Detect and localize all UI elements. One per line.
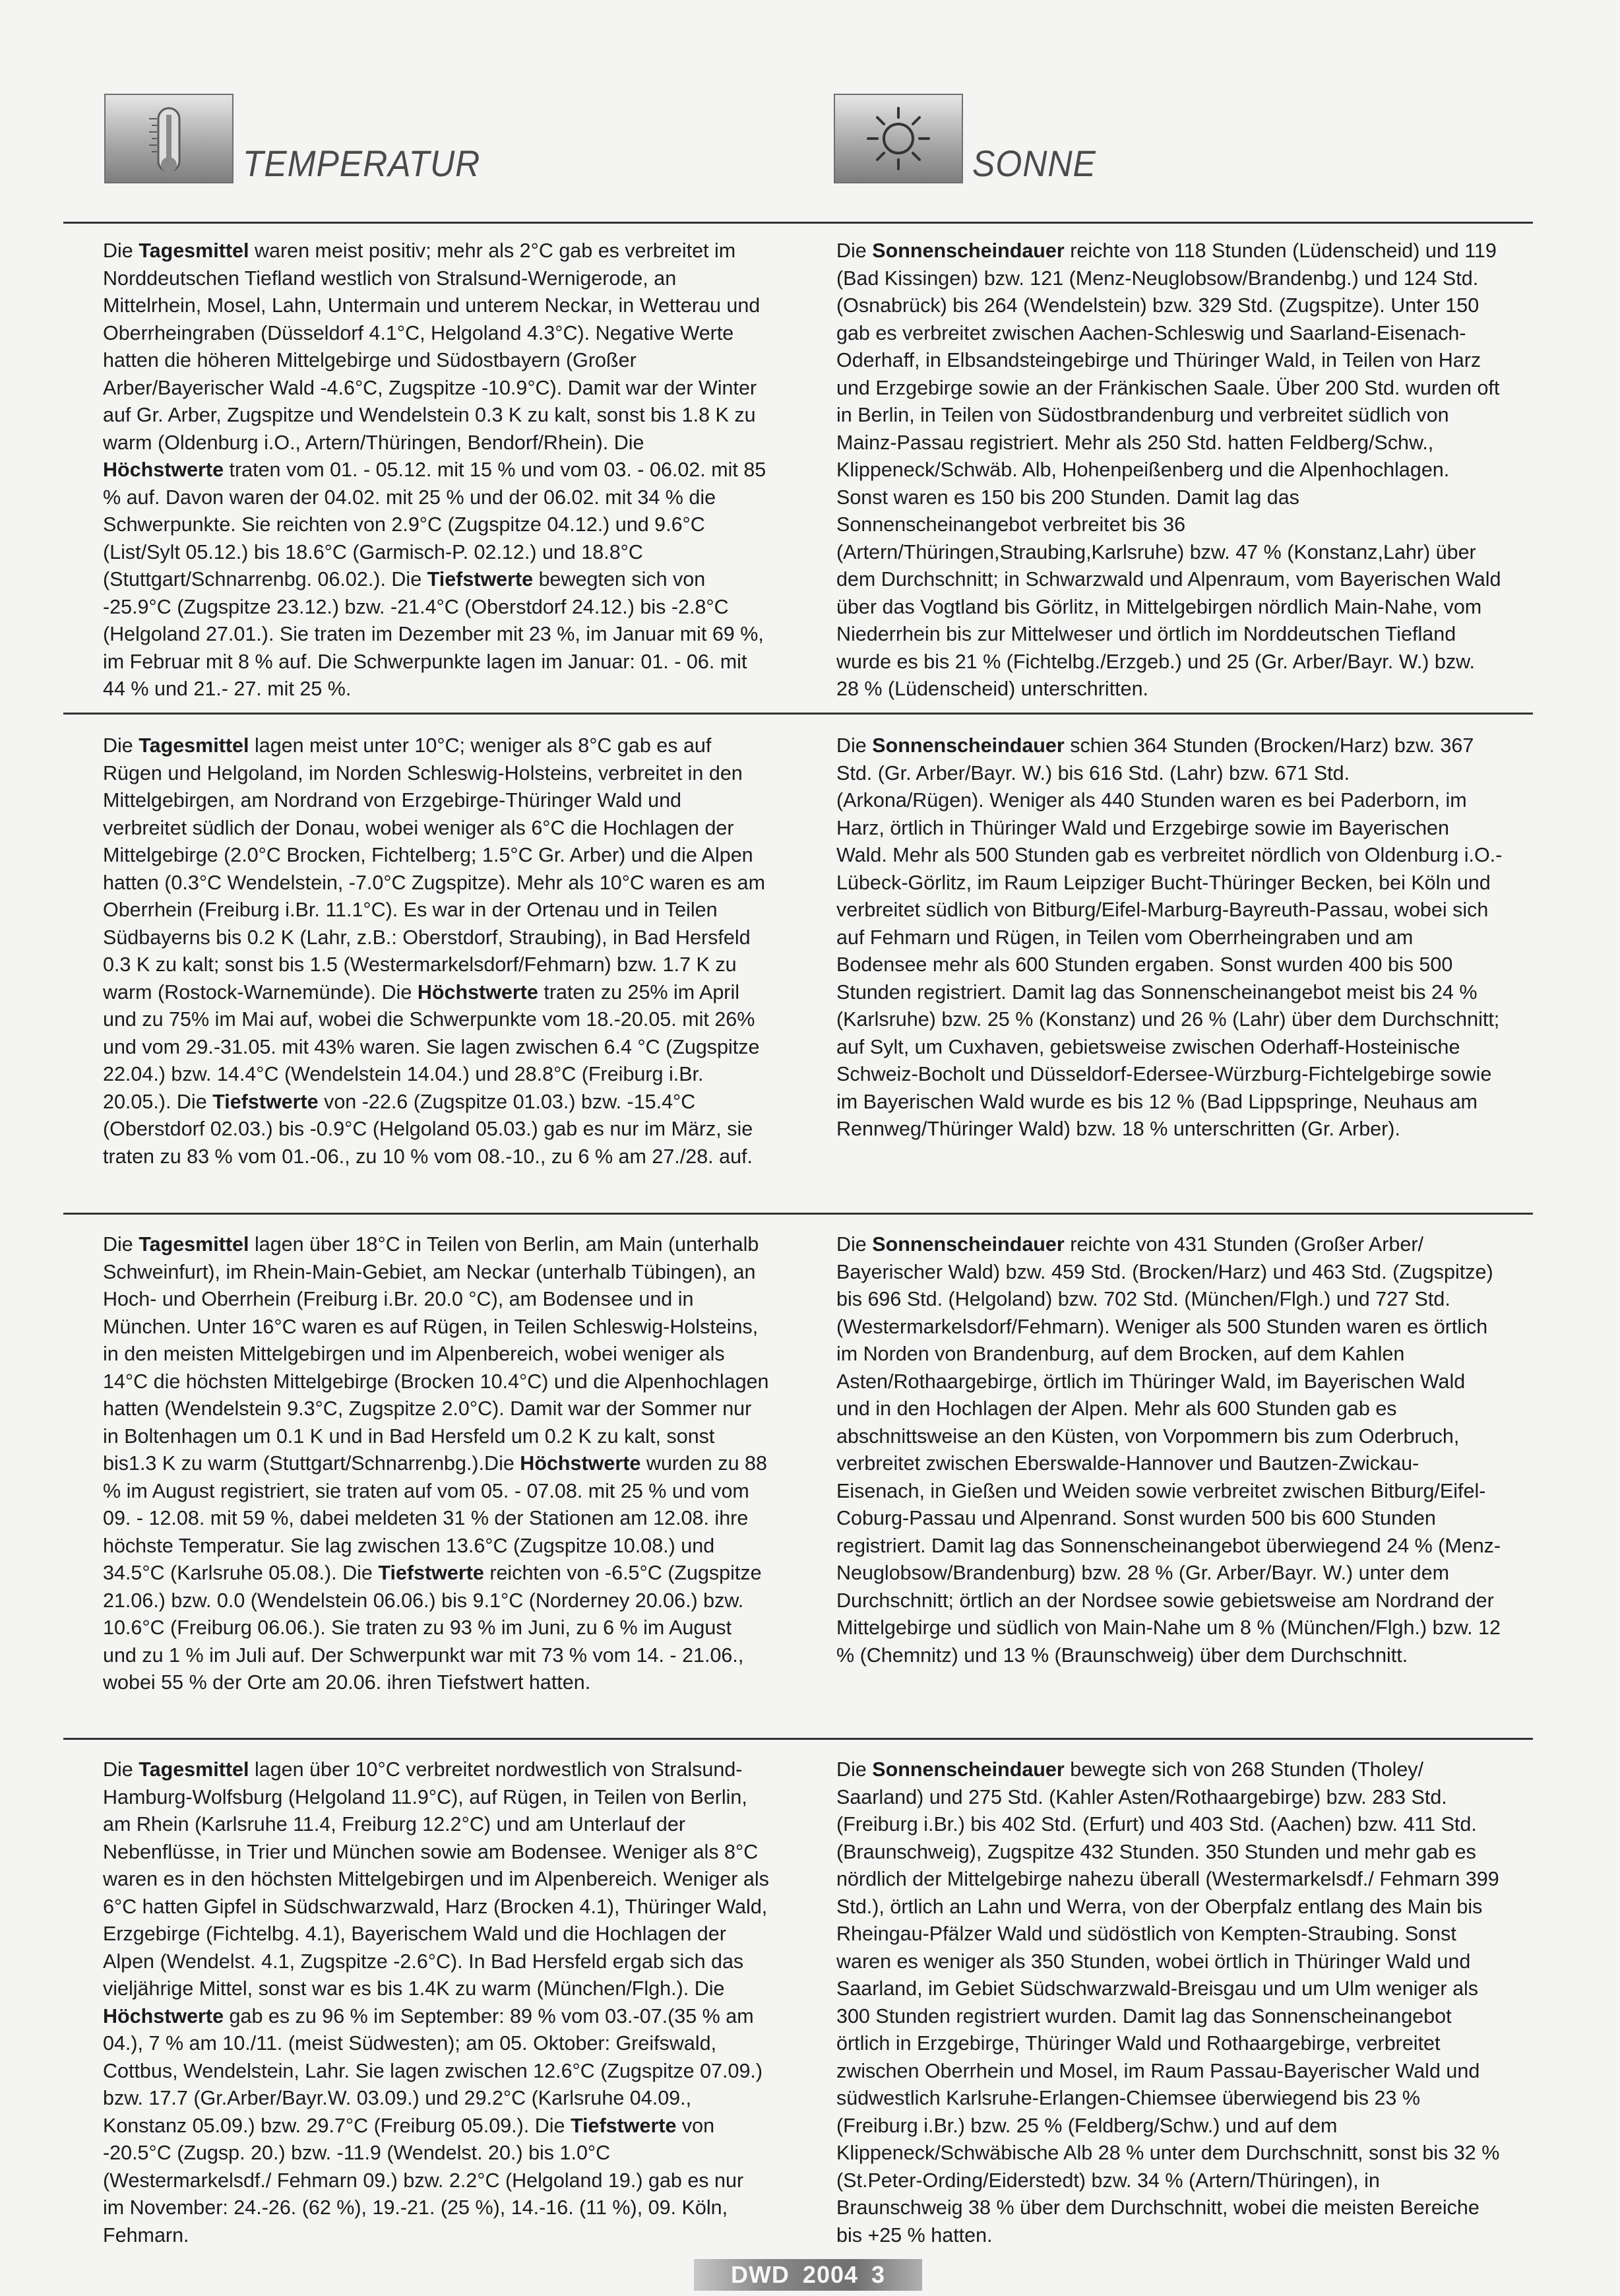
sunshine-block-2 xyxy=(836,732,1503,1143)
text-run: Die xyxy=(836,1758,873,1781)
text-run: Die xyxy=(836,239,873,262)
bold-term: Tagesmittel xyxy=(139,1233,249,1256)
text-run: reichte von 431 Stunden (Großer Arber/ Bayerischer Wald) bzw. 459 Std. (Brocken/Harz) und 463 Std. (Zugspitze) bis 696 Std. (Helgoland) bzw. 702 Std. (München/Flgh.) und 727 Std. (Westermarkelsdorf/Fehmarn). Weniger als 500 Stunden waren es örtlich im Norden von Brandenburg, auf dem Brocken, auf dem Kahlen Asten/Rothaargebirge, örtlich im Thüringer Wald, im Bayerischen Wald und in den Hochlagen der Alpen. Mehr als 600 Stunden gab es abschnittsweise an den Küsten, von Vorpommern bis zum Oderbruch, verbreitet zwischen Eberswalde-Hannover und Bautzen-Zwickau-Eisenach, in Gießen und Weiden sowie verbreitet zwischen Bitburg/Eifel-Coburg-Passau und Alpenrand. Sonst wurden 500 bis 600 Stunden registriert. Damit lag das Sonnenscheinangebot überwiegend 24 % (Menz-Neuglobsow/Brandenburg) bzw. 28 % (Gr. Arber/Bayr. W.) unter dem Durchschnitt; örtlich an der Nordsee sowie gebietsweise am Nordrand der Mittelgebirge und südlich von Main-Nahe um 8 % (München/Flgh.) bzw. 12 % (Chemnitz) und 13 % (Braunschweig) über dem Durchschnitt. xyxy=(836,1233,1501,1667)
footer-org: DWD xyxy=(730,2261,790,2288)
page-footer xyxy=(694,2259,922,2291)
bold-term: Tagesmittel xyxy=(139,239,249,262)
text-run: lagen über 18°C in Teilen von Berlin, am Main (unterhalb Schweinfurt), im Rhein-Main-Gebiet, am Neckar (unterhalb Tübingen), an Hoch- und Oberrhein (Freiburg i.Br. 20.0 °C), am Bodensee und in München. Unter 16°C waren es auf Rügen, in Teilen Schleswig-Holsteins, in den meisten Mittelgebirgen und im Alpenbereich, wobei weniger als 14°C die höchsten Mittelgebirge (Brocken 10.4°C) und die Alpenhochlagen hatten (Wendelstein 9.3°C, Zugspitze 2.0°C). Damit war der Sommer nur in Boltenhagen um 0.1 K und in Bad Hersfeld um 0.2 K zu kalt, sonst bis1.3 K zu warm (Stuttgart/Schnarrenbg.).Die xyxy=(103,1233,769,1475)
bold-term: Höchstwerte xyxy=(103,459,224,481)
text-run: traten zu 25% im April und zu 75% im Mai auf, wobei die Schwerpunkte vom 18.-20.05. mit 26% und vom 29.-31.05. mit 43% waren. Sie lagen zwischen 6.4 °C (Zugspitze 22.04.) bzw. 14.4°C (Wendelstein 14.04.) und 28.8°C (Freiburg i.Br. 20.05.). Die xyxy=(103,980,760,1113)
text-run: bewegten sich von -25.9°C (Zugspitze 23.12.) bzw. -21.4°C (Oberstdorf 24.12.) bis -2.8°C (Helgoland 27.01.). Sie traten im Dezember mit 23 %, im Januar mit 69 %, im Februar mit 8 % auf. Die Schwerpunkte lagen im Januar: 01. - 06. mit 44 % und 21.- 27. mit 25 %. xyxy=(103,568,764,700)
text-run: reichte von 118 Stunden (Lüdenscheid) und 119 (Bad Kissingen) bzw. 121 (Menz-Neuglobsow/Brandenbg.) und 124 Std.(Osnabrück) bis 264 (Wendelstein) bzw. 329 Std. (Zugspitze). Unter 150 gab es verbreitet zwischen Aachen-Schleswig und Saarland-Eisenach-Oderhaff, in Elbsandsteingebirge und Thüringer Wald, in Teilen von Harz und Erzgebirge sowie an der Fränkischen Saale. Über 200 Std. wurden oft in Berlin, in Teilen von Südostbrandenburg und verbreitet südlich von Mainz-Passau registriert. Mehr als 250 Std. hatten Feldberg/Schw., Klippeneck/Schwäb. Alb, Hohenpeißenberg und die Alpenhochlagen. Sonst waren es 150 bis 200 Stunden. Damit lag das Sonnenscheinangebot verbreitet bis 36 (Artern/Thüringen,Straubing,Karlsruhe) bzw. 47 % (Konstanz,Lahr) über dem Durchschnitt; in Schwarzwald und Alpenraum, vom Bayerischen Wald über das Vogtland bis Görlitz, in Mittelgebirgen nördlich Main-Nahe, vom Niederrhein bis zur Mittelweser und örtlich im Norddeutschen Tiefland wurde es bis 21 % (Fichtelbg./Erzgeb.) und 25 (Gr. Arber/Bayr. W.) bzw. 28 % (Lüdenscheid) unterschritten. xyxy=(836,239,1501,700)
divider-top xyxy=(63,222,1533,224)
sunshine-title: SONNE xyxy=(972,143,1096,184)
bold-term: Tagesmittel xyxy=(139,734,249,757)
text-run: waren meist positiv; mehr als 2°C gab es verbreitet im Norddeutschen Tiefland westlich von Stralsund-Wernigerode, an Mittelrhein, Mosel, Lahn, Untermain und unterem Neckar, in Wetterau und Oberrheingraben (Düsseldorf 4.1°C, Helgoland 4.3°C). Negative Werte hatten die höheren Mittelgebirge und Südostbayern (Großer Arber/Bayerischer Wald -4.6°C, Zugspitze -10.9°C). Damit war der Winter auf Gr. Arber, Zugspitze und Wendelstein 0.3 K zu kalt, sonst bis 1.8 K zu warm (Oldenburg i.O., Artern/Thüringen, Bendorf/Rhein). Die xyxy=(103,239,761,454)
bold-term: Höchstwerte xyxy=(417,980,538,1004)
text-run: Die xyxy=(836,734,873,757)
temperature-title: TEMPERATUR xyxy=(243,143,481,184)
text-run: von -20.5°C (Zugsp. 20.) bzw. -11.9 (Wendelst. 20.) bis 1.0°C (Westermarkelsdf./ Fehmarn 09.) bzw. 2.2°C (Helgoland 19.) gab es nur im November: 24.-26. (62 %), 19.-21. (25 %), 14.-16. (11 %), 09. Köln, Fehmarn. xyxy=(103,2114,744,2247)
footer-year: 2004 xyxy=(802,2261,859,2288)
bold-term: Tiefstwerte xyxy=(212,1090,319,1113)
text-run: Die xyxy=(103,1758,139,1781)
temperature-header xyxy=(104,84,501,183)
bold-term: Tiefstwerte xyxy=(427,568,534,590)
bold-term: Tiefstwerte xyxy=(570,2114,677,2137)
text-run: Die xyxy=(103,239,139,262)
text-run: Die xyxy=(836,1233,873,1256)
divider-2 xyxy=(63,1213,1533,1215)
sunshine-block-1 xyxy=(836,238,1503,703)
text-run: Die xyxy=(103,734,139,757)
bold-term: Sonnenscheindauer xyxy=(872,1758,1065,1781)
bold-term: Höchstwerte xyxy=(520,1452,641,1475)
page-number: 3 xyxy=(871,2261,886,2288)
sunshine-block-3 xyxy=(836,1231,1503,1669)
bold-term: Sonnenscheindauer xyxy=(872,239,1065,262)
sunshine-header xyxy=(834,84,1107,183)
text-run: wurden zu 88 % im August registriert, sie traten auf vom 05. - 07.08. mit 25 % und vom 09. - 12.08. mit 59 %, dabei meldeten 31 % der Stationen am 12.08. ihre höchste Temperatur. Sie lag zwischen 13.6°C (Zugspitze 10.08.) und 34.5°C (Karlsruhe 05.08.). Die xyxy=(103,1452,767,1584)
text-run: reichten von -6.5°C (Zugspitze 21.06.) bzw. 0.0 (Wendelstein 06.06.) bis 9.1°C (Norderney 20.06.) bzw. 10.6°C (Freiburg 06.06.). Sie traten zu 93 % im Juni, zu 6 % im August und zu 1 % im Juli auf. Der Schwerpunkt war mit 73 % vom 14. - 21.06., wobei 55 % der Orte am 20.06. ihren Tiefstwert hatten. xyxy=(103,1562,762,1694)
temperature-block-2 xyxy=(103,732,769,1170)
divider-1 xyxy=(63,713,1533,715)
text-run: lagen meist unter 10°C; weniger als 8°C gab es auf Rügen und Helgoland, im Norden Schleswig-Holsteins, verbreitet in den Mittelgebirgen, am Nordrand von Erzgebirge-Thüringer Wald und verbreitet südlich der Donau, wobei weniger als 6°C die Hochlagen der Mittelgebirge (2.0°C Brocken, Fichtelberg; 1.5°C Gr. Arber) und die Alpen hatten (0.3°C Wendelstein, -7.0°C Zugspitze). Mehr als 10°C waren es am Oberrhein (Freiburg i.Br. 11.1°C). Es war in der Ortenau und in Teilen Südbayerns bis 0.2 K (Lahr, z.B.: Oberstdorf, Straubing), in Bad Hersfeld 0.3 K zu kalt; sonst bis 1.5 (Westermarkelsdorf/Fehmarn) bzw. 1.7 K zu warm (Rostock-Warnemünde). Die xyxy=(103,734,765,1004)
bold-term: Höchstwerte xyxy=(103,2004,224,2027)
sunshine-block-4 xyxy=(836,1756,1503,2249)
bold-term: Sonnenscheindauer xyxy=(872,1233,1065,1256)
text-run: gab es zu 96 % im September: 89 % vom 03.-07.(35 % am 04.), 7 % am 10./11. (meist Südwesten); am 05. Oktober: Greifswald, Cottbus, Wendelstein, Lahr. Sie lagen zwischen 12.6°C (Zugspitze 07.09.) bzw. 17.7 (Gr.Arber/Bayr.W. 03.09.) und 29.2°C (Karlsruhe 04.09., Konstanz 05.09.) bzw. 29.7°C (Freiburg 05.09.). Die xyxy=(103,2004,763,2137)
text-run: von -22.6 (Zugspitze 01.03.) bzw. -15.4°C (Oberstdorf 02.03.) bis -0.9°C (Helgoland 05.03.) gab es nur im März, sie traten zu 83 % vom 01.-06., zu 10 % vom 08.-10., zu 6 % am 27./28. auf. xyxy=(103,1090,753,1168)
temperature-block-4 xyxy=(103,1756,769,2249)
thermometer-icon xyxy=(104,94,234,183)
text-run: traten vom 01. - 05.12. mit 15 % und vom 03. - 06.02. mit 85 % auf. Davon waren der 04.02. mit 25 % und der 06.02. mit 34 % die Schwerpunkte. Sie reichten von 2.9°C (Zugspitze 04.12.) und 9.6°C (List/Sylt 05.12.) bis 18.6°C (Garmisch-P. 02.12.) und 18.8°C (Stuttgart/Schnarrenbg. 06.02.). Die xyxy=(103,459,766,590)
temperature-block-1 xyxy=(103,238,769,703)
bold-term: Tiefstwerte xyxy=(378,1562,484,1584)
bold-term: Sonnenscheindauer xyxy=(872,734,1065,757)
text-run: Die xyxy=(103,1233,139,1256)
bold-term: Tagesmittel xyxy=(139,1758,249,1781)
text-run: lagen über 10°C verbreitet nordwestlich von Stralsund-Hamburg-Wolfsburg (Helgoland 11.9°C), auf Rügen, in Teilen von Berlin, am Rhein (Karlsruhe 11.4, Freiburg 12.2°C) und am Unterlauf der Nebenflüsse, in Trier und München sowie am Bodensee. Weniger als 8°C waren es in den höchsten Mittelgebirgen und im Alpenbereich. Weniger als 6°C hatten Gipfel in Südschwarzwald, Harz (Brocken 4.1), Thüringer Wald, Erzgebirge (Fichtelbg. 4.1), Bayerischem Wald und die Hochlagen der Alpen (Wendelst. 4.1, Zugspitze -2.6°C). In Bad Hersfeld ergab sich das vieljährige Mittel, sonst war es bis 1.4K zu warm (München/Flgh.). Die xyxy=(103,1758,769,2000)
temperature-block-3 xyxy=(103,1231,769,1697)
text-run: schien 364 Stunden (Brocken/Harz) bzw. 367 Std. (Gr. Arber/Bayr. W.) bis 616 Std. (Lahr) bzw. 671 Std. (Arkona/Rügen). Weniger als 440 Stunden waren es bei Paderborn, im Harz, örtlich in Thüringer Wald und Erzgebirge sowie im Bayerischen Wald. Mehr als 500 Stunden gab es verbreitet nördlich von Oldenburg i.O.-Lübeck-Görlitz, im Raum Leipziger Bucht-Thüringer Becken, bei Köln und verbreitet südlich von Bitburg/Eifel-Marburg-Bayreuth-Passau, wobei sich auf Fehmarn und Rügen, in Teilen vom Oberrheingraben und am Bodensee mehr als 600 Stunden ergaben. Sonst wurden 400 bis 500 Stunden registriert. Damit lag das Sonnenscheinangebot meist bis 24 % (Karlsruhe) bzw. 25 % (Konstanz) und 26 % (Lahr) über dem Durchschnitt; auf Sylt, um Cuxhaven, gebietsweise zwischen Oderhaff-Hosteinische Schweiz-Bocholt und Düsseldorf-Edersee-Würzburg-Fichtelgebirge sowie im Bayerischen Wald wurde es bis 12 % (Bad Lippspringe, Neuhaus am Rennweg/Thüringer Wald) bzw. 18 % unterschritten (Gr. Arber). xyxy=(836,734,1503,1140)
sun-icon xyxy=(834,94,963,183)
text-run: bewegte sich von 268 Stunden (Tholey/ Saarland) und 275 Std. (Kahler Asten/Rothaargebirge) bzw. 283 Std. (Freiburg i.Br.) bis 402 Std. (Erfurt) und 403 Std. (Aachen) bzw. 411 Std. (Braunschweig), Zugspitze 432 Stunden. 350 Stunden und mehr gab es nördlich der Mittelgebirge nahezu überall (Westermarkelsdf./ Fehmarn 399 Std.), örtlich an Lahn und Werra, von der Oberpfalz entlang des Main bis Rheingau-Pfälzer Wald und südöstlich von Kempten-Straubing. Sonst waren es weniger als 350 Stunden, wobei örtlich in Thüringer Wald und Saarland, im Gebiet Südschwarzwald-Breisgau und um Ulm weniger als 300 Stunden registriert wurden. Damit lag das Sonnenscheinangebot örtlich in Erzgebirge, Thüringer Wald und Rothaargebirge, verbreitet zwischen Oberrhein und Mosel, im Raum Passau-Bayerischer Wald und südwestlich Karlsruhe-Erlangen-Chiemsee überwiegend bis 23 % (Freiburg i.Br.) bzw. 25 % (Feldberg/Schw.) und auf dem Klippeneck/Schwäbische Alb 28 % unter dem Durchschnitt, sonst bis 32 % (St.Peter-Ording/Eiderstedt) bzw. 34 % (Artern/Thüringen), in Braunschweig 38 % über dem Durchschnitt, wobei die meisten Bereiche bis +25 % hatten. xyxy=(836,1758,1500,2247)
divider-3 xyxy=(63,1738,1533,1740)
